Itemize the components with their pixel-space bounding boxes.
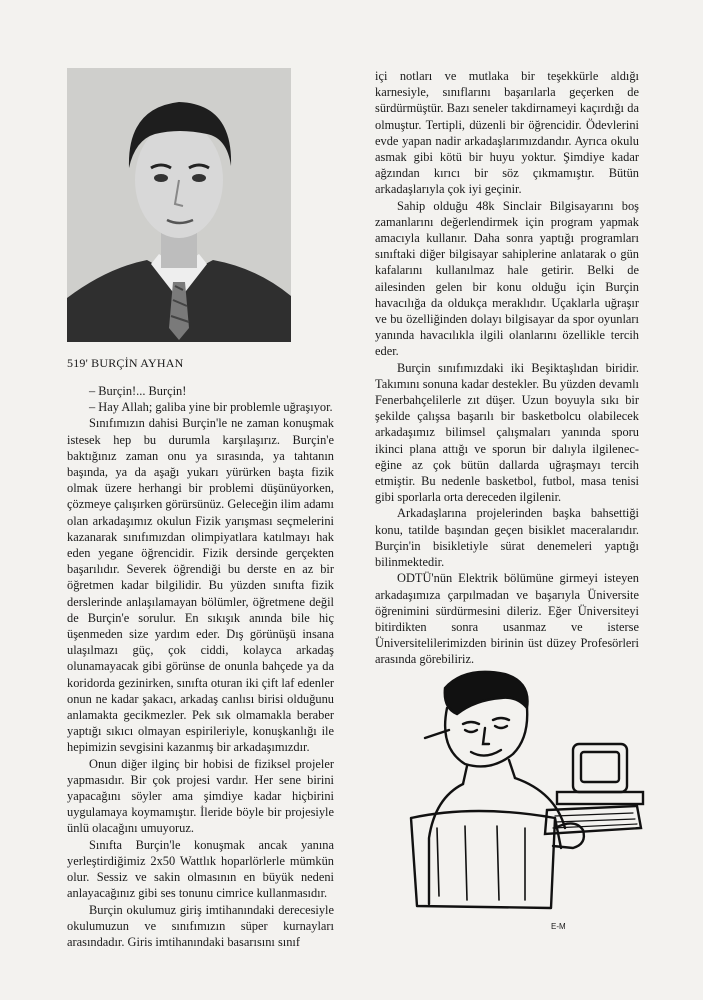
body-paragraph: Onun diğer ilginç bir hobisi de fiziksel projeler yapmasıdır. Bir çok projesi vardır. Her sene birini yapacağını söyler ama şimdiye kadar hiçbirini uygulamaya koymamıştır. İleride böyle bir projesiyle ünlü olacağını umuyoruz. xyxy=(67,756,334,836)
body-paragraph: Sahip olduğu 48k Sinclair Bilgisayarını boş zamanlarını değerlendirmek için program yapmak amacıyla kullanır. Daha sonra yaptığı programları sınıftaki diğer bilgisayar sahiplerine anlatarak o gün kafalarını kullanılmaz hale getirir. Belki de ailesinden gelen bir konu olduğu için Burçin havacılığa da oldukça meraklıdır. Uçaklarla uğraşır ve bu özelliğinden dolayı bilgisayar da spor oyunları yanında havacılıkla ilgili olanlarını özellikle tercih eder. xyxy=(375,198,639,359)
body-paragraph: Arkadaşlarına projelerinden başka bahsettiği konu, tatilde başından geçen bisiklet maceralarıdır. Burçin'in bisikletiyle sürat denemeleri yaptığı bilinmektedir. xyxy=(375,506,639,570)
cartoon-signature: E-M xyxy=(551,922,566,931)
body-paragraph: Burçin okulumuz giriş imtihanındaki derecesiyle okulumuzun ve sınıfımızın süper kurnayları arasındadır. Giris imtihanındaki basarısını sınıf xyxy=(67,902,334,949)
dialogue-line: – Burçin!... Burçin! xyxy=(89,384,187,398)
right-column xyxy=(375,68,639,668)
body-paragraph: ODTÜ'nün Elektrik bölümüne girmeyi isteyen arkadaşımıza çarpılmadan ve başarıyla Üniversite öğrenimini sürdürmesini dileriz. Eğer Üniversiteyi bitirdikten sonra usanmaz ve isterse Üniversitelilerimizden birinin üst düzey Profesörleri arasında görebiliriz. xyxy=(375,571,639,667)
caricature-illustration xyxy=(405,668,645,936)
body-paragraph: Sınıfımızın dahisi Burçin'le ne zaman konuşmak istesek hep bu durumla karşılaşırız. Burçin'e baktığınız zaman onu ya sırasında, ya tahtanın başında, ya da aşağı yukarı yürürken başta fizik olmak üzere herhangi bir problemi düşünüyorken, çözmeye çalışırken görürsünüz. Geleceğin ilim adamı olan arkadaşımız okulun Fizik yarışması seçmelerini kazanarak sınıfımızdan olimpiyatlara katılmayı hak eden yegane öğrencidir. Fizik dersinde gerçekten başarılıdır. Severek öğrendiği bu derste en az bir öğretmen kadar bilgilidir. Bu yüzden sınıfta fizik derslerinde anlaşılamayan bölümler, öğretmene değil de Burçin'e sorulur. En sıkışık anında bile hiç üşenmeden size yardım eder. Dış görünüşü insana ulaşılmazı güç, çok ciddi, kolayca arkadaş olunamayacak gibi görünse de onunla bahçede ya da koridorda gezinirken, sınıfta oturan iki çift laf edenler onun ne kadar şakacı, arkadaş canlısı birisi olduğunu anlamakta gecikmezler. Pek sık olmamakla beraber yaptığı sıkıcı olmayan espirileriyle, konuşkanlığı ile hepimizin sevgisini kazanmış bir arkadaşımızdır. xyxy=(67,416,334,755)
body-paragraph: Sınıfta Burçin'le konuşmak ancak yanına yerleştirdiğimiz 2x50 Wattlık hoparlörlerle mümkün olur. Sessiz ve sakin olmasının en büyük nedeni anlayacağınız gibi ses tonunu cimrice kullanmasıdır. xyxy=(67,837,334,901)
left-column xyxy=(67,383,334,950)
student-caption: 519' BURÇİN AYHAN xyxy=(67,356,184,370)
dialogue-line: – Hay Allah; galiba yine bir problemle uğraşıyor. xyxy=(89,400,333,415)
body-paragraph: içi notları ve mutlaka bir teşekkürle aldığı karnesiyle, sınıflarını başarılarla geçerken de sürdürmüştür. Bazı seneler takdirnameyi kaçırdığı da olmuştur. Tertipli, düzenli bir öğrencidir. Ödevlerini evde yapan nadir arkadaşlarımızdandır. Ayrıca okulu asmak gibi kötü bir huyu yoktur. Şimdiye kadar ağzından kırıcı bir söz çıkmamıştır. Bütün arkadaşlarıyla çok iyi geçinir. xyxy=(375,69,639,197)
portrait-photo xyxy=(67,68,291,342)
body-paragraph: Burçin sınıfımızdaki iki Beşiktaşlıdan biridir. Takımını sonuna kadar destekler. Bu yüzden devamlı Fenerbahçelilerle zıt düşer. Uzun boyuyla sıkı bir şekilde çalışsa başarılı bir basketbolcu olabilecek arkadaşımız bilimsel çalışmaları yanında sporu ikinci plana attığı ve sporun bir dalıyla ilgileneceğine az çok bütün dallarda uğraşmayı tercih etmiştir. Bu nedenle basketbol, futbol, masa tenisi gibi sporlarla orta dereceden ilgilenir. xyxy=(375,360,639,505)
